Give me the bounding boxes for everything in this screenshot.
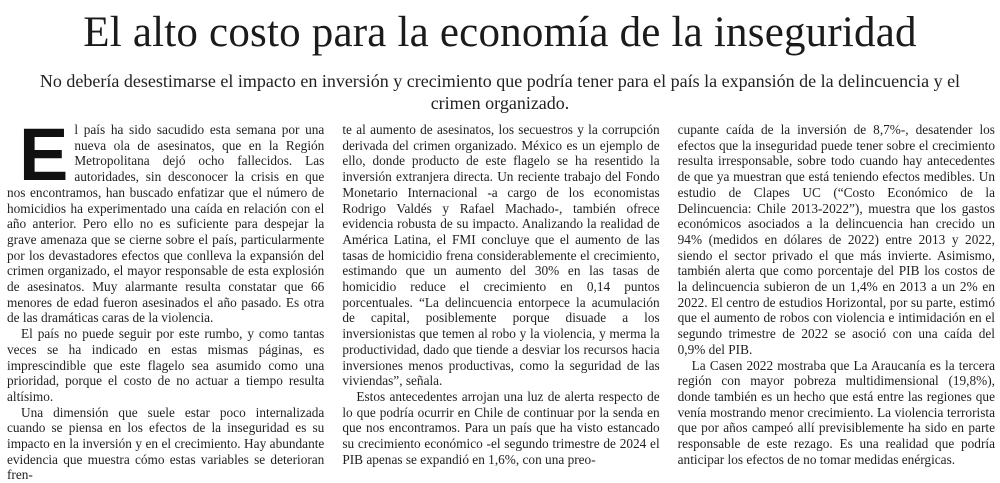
subheadline: No debería desestimarse el impacto en inversión y crecimiento que podría tener para el país la expansión de la delincuencia y el crimen organizado. <box>39 71 961 113</box>
paragraph: El país no puede seguir por este rumbo, y como tantas veces se ha indicado en estas mismas páginas, es imprescindible que este flagelo sea asumido como una prioridad, porque el costo de no actuar a tiempo resulta altísimo. <box>7 326 325 404</box>
column-2 <box>342 122 660 467</box>
paragraph <box>7 113 325 326</box>
paragraph: Una dimensión que suele estar poco internalizada cuando se piensa en los efectos de la inseguridad es su impacto en la inversión y en el crecimiento. Hay abundante evidencia que muestra cómo estas variables se deterioran fren- <box>7 404 325 483</box>
paragraph: te al aumento de asesinatos, los secuestros y la corrupción derivada del crimen organizado. México es un ejemplo de ello, donde producto de este flagelo se ha resentido la inversión extranjera directa. Un reciente trabajo del Fondo Monetario Internacional -a cargo de los economistas Rodrigo Valdés y Rafael Machado-, también ofrece evidencia robusta de su impacto. Analizando la realidad de América Latina, el FMI concluye que el aumento de las tasas de homicidio frena considerablemente el crecimiento, estimando que un aumento del 30% en las tasas de homicidio reduce el crecimiento en 0,14 puntos porcentuales. “La delincuencia entorpece la acumulación de capital, posiblemente porque disuade a los inversionistas que temen al robo y la violencia, y merma la productividad, dado que tiende a desviar los recursos hacia inversiones menos productivas, como la seguridad de las viviendas”, señala. <box>342 122 660 389</box>
paragraph: La Casen 2022 mostraba que La Araucanía es la tercera región con mayor pobreza multidimensional (19,8%), donde también es un hecho que está entre las regiones que venía mostrando menor crecimiento. La violencia terrorista que por años campeó allí previsiblemente ha sido en parte responsable de este rezago. Es una realidad que podría anticipar los efectos de no tomar medidas enérgicas. <box>677 357 995 467</box>
drop-cap: E <box>19 113 69 196</box>
paragraph: Estos antecedentes arrojan una luz de alerta respecto de lo que podría ocurrir en Chile de continuar por la senda en que nos encontramos. Para un país que ha visto estancado su crecimiento económico -el segundo trimestre de 2024 el PIB apenas se expandió en 1,6%, con una preo- <box>342 388 660 467</box>
paragraph-text: l país ha sido sacudido esta semana por una nueva ola de asesinatos, que en la Región Metropolitana dejó ocho fallecidos. Las autoridades, sin desconocer la crisis en que nos encontramos, han buscado enfatizar que el número de homicidios ha experimentado una caída en relación con el año anterior. Pero ello no es suficiente para despejar la grave amenaza que se cierne sobre el país, particularmente por los devastadores efectos que conlleva la expansión del crimen organizado, el mayor responsable de esta explosión de asesinatos. Muy alarmante resulta constatar que 66 menores de edad fueron asesinados el año pasado. Es otra de las dramáticas caras de la violencia. <box>7 122 325 326</box>
paragraph: cupante caída de la inversión de 8,7%-, desatender los efectos que la inseguridad puede tener sobre el crecimiento resulta irresponsable, sobre todo cuando hay antecedentes de que ya muestran que está teniendo efectos medibles. Un estudio de Clapes UC (“Costo Económico de la Delincuencia: Chile 2013-2022”), muestra que los gastos económicos asociados a la delincuencia han crecido un 94% (medidos en dólares de 2022) entre 2013 y 2022, siendo el sector privado el que más invierte. Asimismo, también alerta que como porcentaje del PIB los costos de la delincuencia subieron de un 1,4% en 2013 a un 2% en 2022. El centro de estudios Horizontal, por su parte, estimó que el aumento de robos con violencia e intimidación en el segundo trimestre de 2022 se asoció con una caída del 0,9% del PIB. <box>677 122 995 357</box>
column-1 <box>7 113 325 483</box>
column-3 <box>677 122 995 467</box>
headline: El alto costo para la economía de la inseguridad <box>83 9 917 56</box>
article-body <box>7 113 995 483</box>
